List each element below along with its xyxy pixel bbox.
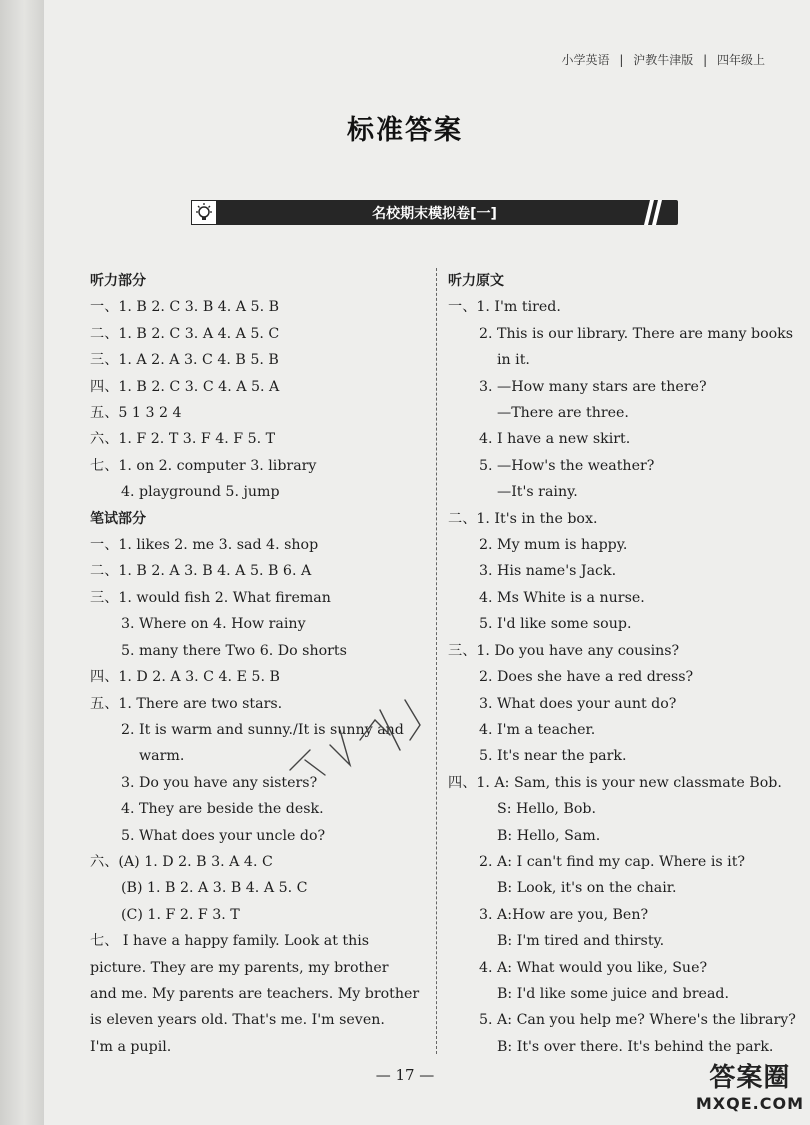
transcript-line: 5. —How's the weather? xyxy=(479,457,655,474)
answer-line: 二、1. B 2. A 3. B 4. A 5. B 6. A xyxy=(90,563,312,580)
page-number: — 17 — xyxy=(375,1066,435,1084)
answer-line: (B) 1. B 2. A 3. B 4. A 5. C xyxy=(121,880,308,897)
transcript-line: 3. A:How are you, Ben? xyxy=(479,906,649,923)
answer-line: 七、1. on 2. computer 3. library xyxy=(90,457,317,474)
answer-line: 六、1. F 2. T 3. F 4. F 5. T xyxy=(90,431,276,448)
page-title: 标准答案 xyxy=(347,115,463,146)
transcript-column xyxy=(448,268,796,1060)
site-watermark xyxy=(696,1057,804,1113)
answer-line: 五、5 1 3 2 4 xyxy=(90,405,182,422)
transcript-line: 二、1. It's in the box. xyxy=(448,510,598,527)
transcript-line: 5. A: Can you help me? Where's the library? xyxy=(479,1012,796,1029)
answer-line: 三、1. would fish 2. What fireman xyxy=(90,589,331,606)
transcript-line: 5. It's near the park. xyxy=(479,748,627,765)
header-grade: 四年级上 xyxy=(716,53,765,67)
transcript-line: 2. Does she have a red dress? xyxy=(479,669,694,686)
answer-line: 六、(A) 1. D 2. B 3. A 4. C xyxy=(90,853,273,870)
answer-line: 5. many there Two 6. Do shorts xyxy=(121,642,347,659)
transcript-line: B: I'd like some juice and bread. xyxy=(497,985,729,1002)
header-edition: 沪教牛津版 xyxy=(633,53,694,67)
header-separator: | xyxy=(619,53,624,67)
transcript-line: 2. My mum is happy. xyxy=(479,537,628,554)
transcript-line: 4. I have a new skirt. xyxy=(479,431,631,448)
transcript-line: S: Hello, Bob. xyxy=(497,801,596,818)
handwriting-scribble xyxy=(280,690,430,780)
answer-line: 5. What does your uncle do? xyxy=(121,827,326,844)
banner-stripes xyxy=(642,200,664,225)
answer-line: 3. Where on 4. How rainy xyxy=(121,616,306,633)
answer-line: 一、1. likes 2. me 3. sad 4. shop xyxy=(90,537,319,554)
banner-title: 名校期末模拟卷[一] xyxy=(372,206,497,222)
header-separator: | xyxy=(703,53,708,67)
answer-line: warm. xyxy=(139,748,185,765)
transcript-line: 3. What does your aunt do? xyxy=(479,695,677,712)
transcript-line: 3. His name's Jack. xyxy=(479,563,617,580)
transcript-line: 4. I'm a teacher. xyxy=(479,721,596,738)
passage-line: 七、 I have a happy family. Look at this xyxy=(90,933,370,950)
answer-line: (C) 1. F 2. F 3. T xyxy=(121,906,240,923)
transcript-heading: 听力原文 xyxy=(448,273,504,289)
answer-line: 4. They are beside the desk. xyxy=(121,801,324,818)
answer-line: 4. playground 5. jump xyxy=(121,484,280,501)
page-header xyxy=(559,51,768,68)
answer-line: 五、1. There are two stars. xyxy=(90,695,283,712)
transcript-line: 四、1. A: Sam, this is your new classmate Bob. xyxy=(448,774,782,791)
passage-line: is eleven years old. That's me. I'm seven. xyxy=(90,1012,385,1029)
page-binding xyxy=(0,0,44,1125)
transcript-line: 三、1. Do you have any cousins? xyxy=(448,642,680,659)
transcript-line: B: Look, it's on the chair. xyxy=(497,880,677,897)
transcript-line: B: Hello, Sam. xyxy=(497,827,601,844)
column-divider xyxy=(436,268,437,1054)
written-heading: 笔试部分 xyxy=(90,510,146,527)
answer-line: 一、1. B 2. C 3. B 4. A 5. B xyxy=(90,299,280,316)
answer-line: 二、1. B 2. C 3. A 4. A 5. C xyxy=(90,325,280,342)
passage-line: picture. They are my parents, my brother xyxy=(90,959,389,976)
answer-line: 2. It is warm and sunny./It is sunny and xyxy=(121,721,404,738)
transcript-line: in it. xyxy=(497,352,530,369)
transcript-line: 一、1. I'm tired. xyxy=(448,299,561,316)
answer-line: 四、1. D 2. A 3. C 4. E 5. B xyxy=(90,669,280,686)
listening-heading: 听力部分 xyxy=(90,273,146,289)
transcript-line: 2. This is our library. There are many books xyxy=(479,325,794,342)
transcript-line: 4. A: What would you like, Sue? xyxy=(479,959,708,976)
transcript-line: 5. I'd like some soup. xyxy=(479,616,632,633)
transcript-line: 2. A: I can't find my cap. Where is it? xyxy=(479,853,746,870)
answers-column xyxy=(90,268,430,1060)
watermark-url: MXQE.COM xyxy=(695,1094,804,1113)
passage-line: and me. My parents are teachers. My brother xyxy=(90,985,420,1002)
transcript-line: —It's rainy. xyxy=(497,484,578,501)
answer-line: 三、1. A 2. A 3. C 4. B 5. B xyxy=(90,352,279,369)
transcript-line: 4. Ms White is a nurse. xyxy=(479,589,645,606)
passage-line: I'm a pupil. xyxy=(90,1038,172,1055)
transcript-line: 3. —How many stars are there? xyxy=(479,378,707,395)
header-subject: 小学英语 xyxy=(561,53,610,67)
section-banner xyxy=(191,200,678,225)
watermark-title: 答案圈 xyxy=(709,1063,791,1093)
answer-line: 四、1. B 2. C 3. C 4. A 5. A xyxy=(90,378,280,395)
answer-line: 3. Do you have any sisters? xyxy=(121,774,318,791)
transcript-line: B: I'm tired and thirsty. xyxy=(497,933,665,950)
transcript-line: B: It's over there. It's behind the park. xyxy=(497,1038,774,1055)
transcript-line: —There are three. xyxy=(497,405,629,422)
